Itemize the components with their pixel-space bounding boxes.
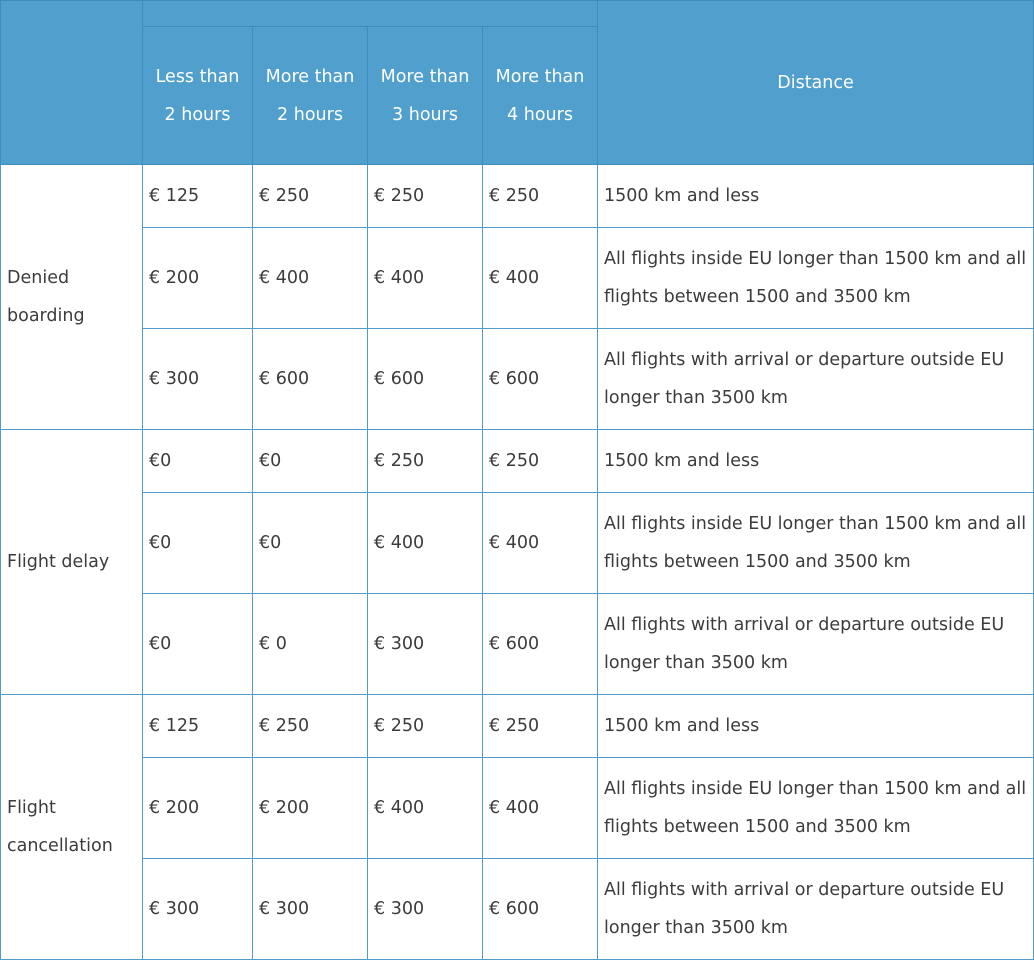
amount-cell: € 600	[483, 859, 598, 960]
amount-cell: € 600	[483, 329, 598, 430]
table-body	[1, 165, 1034, 960]
amount-cell: € 400	[483, 758, 598, 859]
amount-cell: € 400	[368, 758, 483, 859]
distance-cell: All flights with arrival or departure outside EU longer than 3500 km	[598, 594, 1034, 695]
amount-cell: € 600	[368, 329, 483, 430]
delay-group-header-cell	[143, 1, 598, 27]
table-row	[1, 859, 1034, 960]
amount-cell: € 200	[143, 228, 253, 329]
amount-cell: € 600	[253, 329, 368, 430]
amount-cell: € 250	[253, 165, 368, 228]
amount-cell: € 0	[253, 594, 368, 695]
amount-cell: €0	[143, 493, 253, 594]
amount-cell: € 250	[483, 430, 598, 493]
delay-column-header: More than 2 hours	[253, 27, 368, 165]
distance-cell: All flights with arrival or departure outside EU longer than 3500 km	[598, 859, 1034, 960]
amount-cell: € 400	[483, 493, 598, 594]
amount-cell: € 400	[368, 228, 483, 329]
amount-cell: € 400	[368, 493, 483, 594]
amount-cell: € 400	[483, 228, 598, 329]
amount-cell: € 250	[368, 165, 483, 228]
table-row	[1, 430, 1034, 493]
distance-header: Distance	[598, 1, 1034, 165]
table-header	[1, 1, 1034, 165]
amount-cell: € 400	[253, 228, 368, 329]
amount-cell: € 125	[143, 695, 253, 758]
amount-cell: € 250	[253, 695, 368, 758]
amount-cell: € 125	[143, 165, 253, 228]
distance-cell: 1500 km and less	[598, 165, 1034, 228]
amount-cell: € 200	[143, 758, 253, 859]
corner-header-cell	[1, 1, 143, 165]
amount-cell: € 250	[483, 165, 598, 228]
table-row	[1, 695, 1034, 758]
table-row	[1, 329, 1034, 430]
distance-cell: All flights inside EU longer than 1500 km and all flights between 1500 and 3500 km	[598, 493, 1034, 594]
table-row	[1, 758, 1034, 859]
delay-column-header: More than 3 hours	[368, 27, 483, 165]
distance-cell: All flights inside EU longer than 1500 km and all flights between 1500 and 3500 km	[598, 228, 1034, 329]
category-cell: Flight cancellation	[1, 695, 143, 960]
distance-cell: 1500 km and less	[598, 430, 1034, 493]
amount-cell: €0	[143, 594, 253, 695]
amount-cell: €0	[253, 430, 368, 493]
category-cell: Flight delay	[1, 430, 143, 695]
delay-column-header: Less than 2 hours	[143, 27, 253, 165]
table-row	[1, 493, 1034, 594]
amount-cell: € 600	[483, 594, 598, 695]
amount-cell: € 300	[253, 859, 368, 960]
amount-cell: € 250	[368, 430, 483, 493]
table-row	[1, 228, 1034, 329]
amount-cell: € 300	[143, 329, 253, 430]
distance-cell: All flights inside EU longer than 1500 km and all flights between 1500 and 3500 km	[598, 758, 1034, 859]
delay-column-header: More than 4 hours	[483, 27, 598, 165]
amount-cell: € 250	[368, 695, 483, 758]
amount-cell: € 300	[368, 594, 483, 695]
amount-cell: € 200	[253, 758, 368, 859]
distance-cell: 1500 km and less	[598, 695, 1034, 758]
amount-cell: €0	[253, 493, 368, 594]
amount-cell: € 300	[143, 859, 253, 960]
table-row	[1, 165, 1034, 228]
amount-cell: € 300	[368, 859, 483, 960]
table-row	[1, 594, 1034, 695]
amount-cell: € 250	[483, 695, 598, 758]
category-cell: Denied boarding	[1, 165, 143, 430]
amount-cell: €0	[143, 430, 253, 493]
distance-cell: All flights with arrival or departure outside EU longer than 3500 km	[598, 329, 1034, 430]
